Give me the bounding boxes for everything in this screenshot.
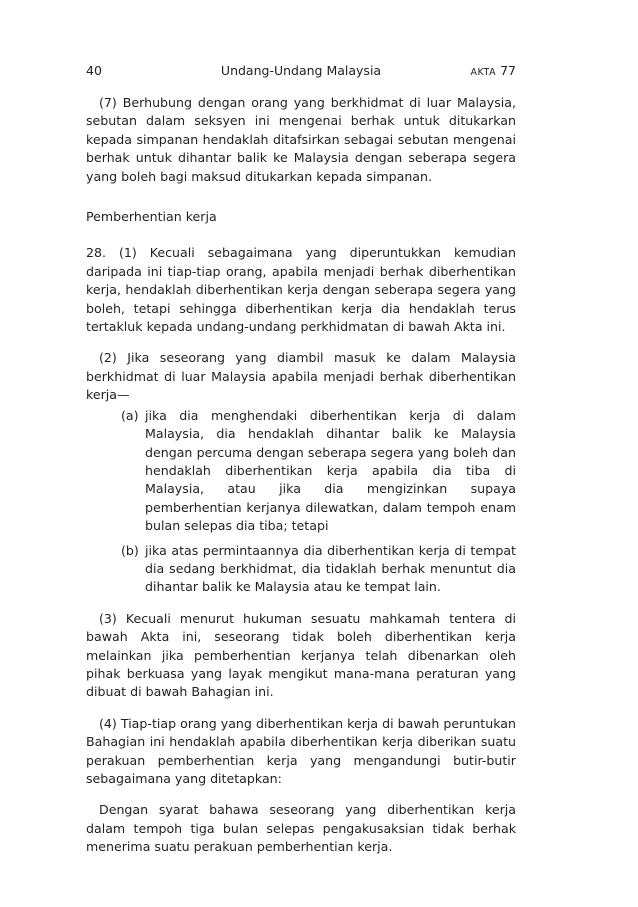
section-28-subsection-4: (4) Tiap-tiap orang yang diberhentikan kerja di bawah peruntukan Bahagian ini hendaklah apabila diberhentikan kerja diberikan suatu perakuan pemberhentian kerja yang mengandungi butir-butir sebagaimana yang ditetapkan: <box>86 715 516 786</box>
section-28-subsection-3: (3) Kecuali menurut hukuman sesuatu mahkamah tentera di bawah Akta ini, seseorang tidak boleh diberhentikan kerja melainkan jika pemberhentian kerjanya telah dibenarkan oleh pihak berkuasa yang layak mengikut mana-mana peraturan yang dibuat di bawah Bahagian ini. <box>86 610 516 700</box>
section-28-subsection-1: 28. (1) Kecuali sebagaimana yang diperuntukkan kemudian daripada ini tiap-tiap orang, apabila menjadi berhak diberhentikan kerja, hendaklah diberhentikan kerja dengan seberapa segera yang boleh, tetapi sehingga diberhentikan kerja dia hendaklah terus tertakluk kepada undang-undang perkhidmatan di bawah Akta ini. <box>86 245 516 335</box>
document-page <box>86 62 516 857</box>
act-reference <box>471 62 516 82</box>
section-heading: Pemberhentian kerja <box>86 209 217 225</box>
section-28-subsection-2: (2) Jika seseorang yang diambil masuk ke dalam Malaysia berkhidmat di luar Malaysia apabila menjadi berhak diberhentikan kerja— <box>86 350 516 403</box>
running-header <box>86 62 516 84</box>
paragraph-b <box>86 542 516 597</box>
act-label: AKTA <box>470 67 497 78</box>
subsection-7: (7) Berhubung dengan orang yang berkhidmat di luar Malaysia, sebutan dalam seksyen ini mengenai berhak untuk ditukarkan kepada simpanan hendaklah ditafsirkan sebagai sebutan mengenai berhak untuk dihantar balik ke Malaysia dengan seberapa segera yang boleh bagi maksud ditukarkan kepada simpanan. <box>86 95 516 184</box>
act-number: 77 <box>500 63 516 78</box>
paragraph-b-text: jika atas permintaannya dia diberhentikan kerja di tempat dia sedang berkhidmat, dia tidaklah berhak menuntut dia dihantar balik ke Malaysia atau ke tempat lain. <box>145 542 516 595</box>
paragraph-a <box>86 407 516 536</box>
paragraph-b-marker: (b) <box>121 542 139 558</box>
page-number: 40 <box>86 63 102 78</box>
paragraph-a-marker: (a) <box>121 407 139 423</box>
running-title: Undang-Undang Malaysia <box>220 63 382 78</box>
proviso: Dengan syarat bahawa seseorang yang diberhentikan kerja dalam tempoh tiga bulan selepas pengakusaksian tidak berhak menerima suatu perakuan pemberhentian kerja. <box>86 802 516 855</box>
paragraph-a-text: jika dia menghendaki diberhentikan kerja di dalam Malaysia, dia hendaklah dihantar balik ke Malaysia dengan percuma dengan seberapa segera yang boleh dan hendaklah diberhentikan kerja apabila dia tiba di Malaysia, atau jika dia mengizinkan supaya pemberhentian kerjanya dilewatkan, dalam tempoh enam bulan selepas dia tiba; tetapi <box>145 407 516 534</box>
